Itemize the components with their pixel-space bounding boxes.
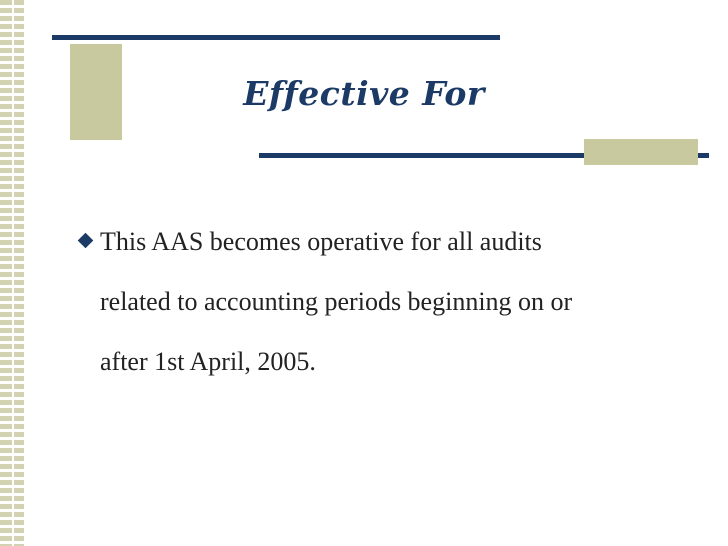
bullet-item — [76, 212, 716, 392]
decorative-rule-top — [52, 35, 500, 40]
bullet-text-line-3: after 1st April, 2005. — [100, 347, 316, 376]
bullet-text-line-1: This AAS becomes operative for all audits — [100, 227, 542, 256]
diamond-bullet-icon — [78, 233, 94, 249]
slide-title: Effective For — [243, 74, 485, 113]
bullet-text-line-2: related to accounting periods beginning on or — [100, 287, 573, 316]
decorative-tan-block-bottom — [584, 139, 698, 165]
